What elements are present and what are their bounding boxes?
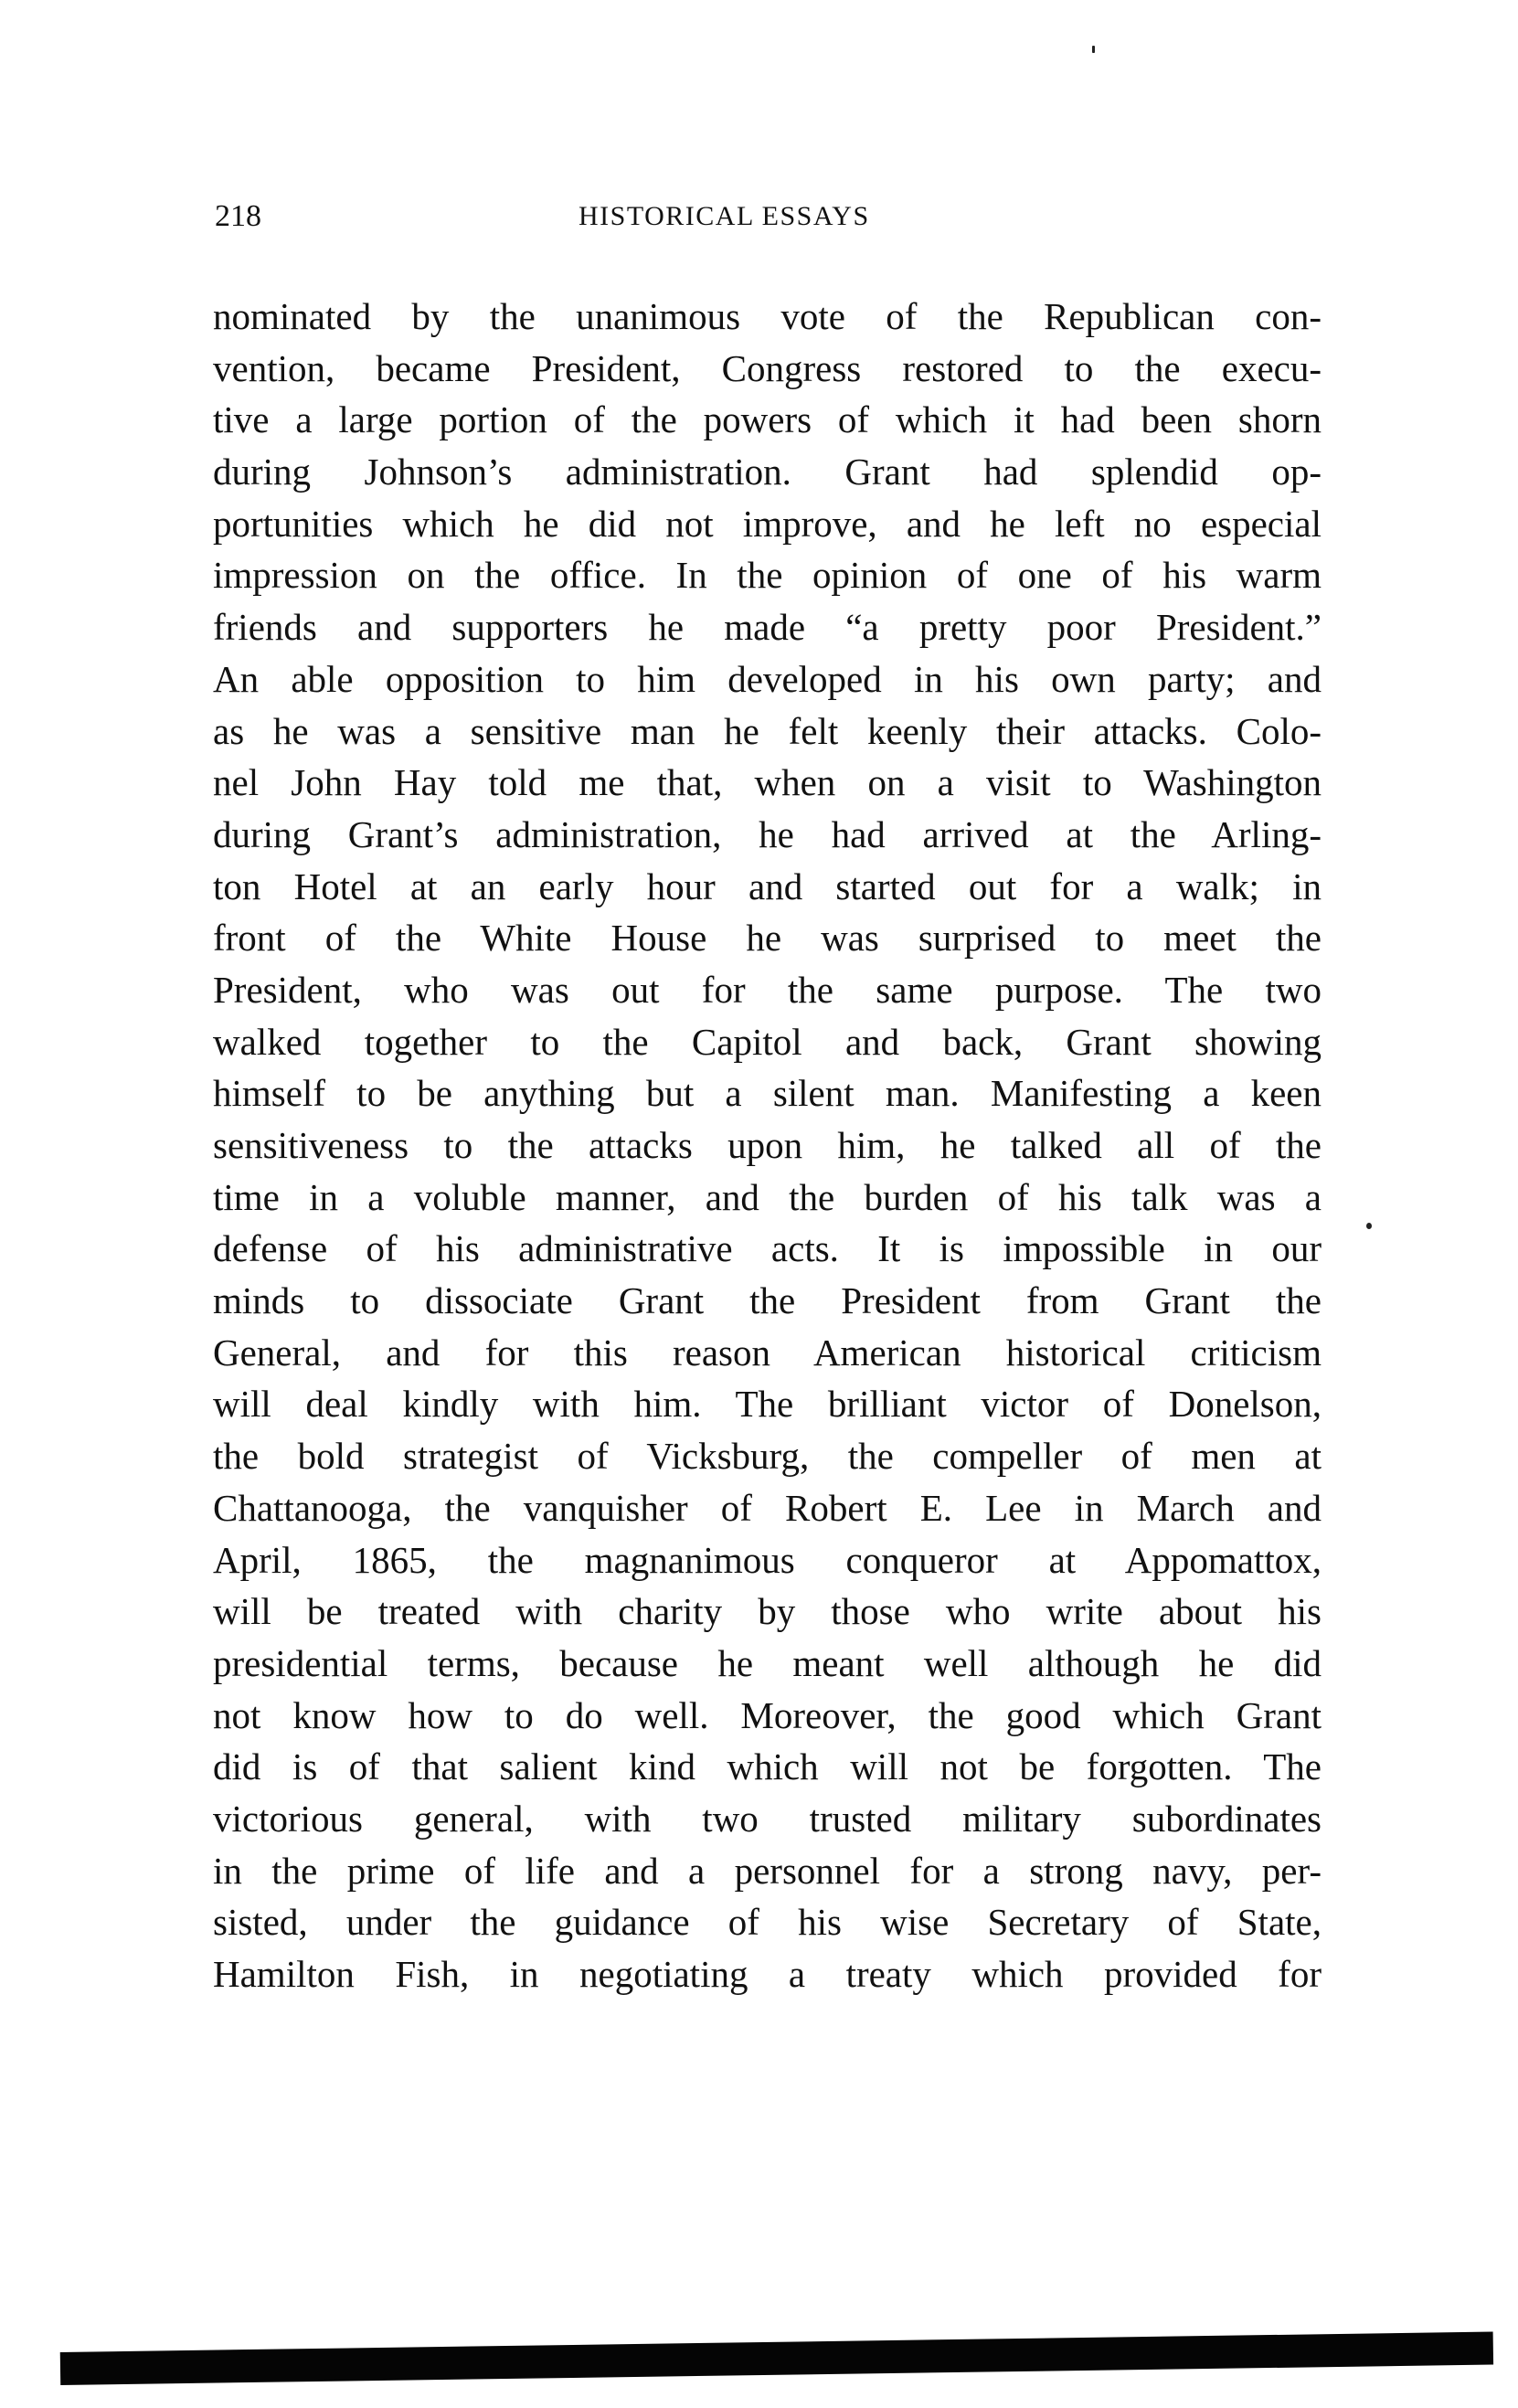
text-line-content: nel John Hay told me that, when on a visit to Washington	[213, 761, 1322, 804]
text-line	[213, 1172, 1322, 1224]
text-line-content: Hamilton Fish, in negotiating a treaty which provided for	[213, 1953, 1322, 1995]
text-line	[213, 653, 1322, 705]
text-line-content: vention, became President, Congress restored to the execu-	[213, 346, 1322, 389]
text-line	[213, 343, 1322, 395]
text-line-content: General, and for this reason American historical criticism	[213, 1331, 1322, 1374]
text-line	[213, 1275, 1322, 1327]
text-line	[213, 705, 1322, 758]
text-line	[213, 809, 1322, 861]
text-line-content: Chattanooga, the vanquisher of Robert E. Lee in March and	[213, 1486, 1322, 1529]
text-line	[213, 1845, 1322, 1897]
text-line-content: victorious general, with two trusted military subordinates	[213, 1797, 1322, 1840]
scan-speck	[1092, 46, 1095, 53]
text-line-content: nominated by the unanimous vote of the Republican con-	[213, 295, 1322, 337]
text-line	[213, 446, 1322, 498]
text-line-content: himself to be anything but a silent man. Manifesting a keen	[213, 1072, 1322, 1115]
text-line	[213, 1223, 1322, 1275]
text-line	[213, 1896, 1322, 1948]
body-text	[213, 291, 1322, 2000]
text-line-content: not know how to do well. Moreover, the good which Grant	[213, 1693, 1322, 1736]
text-line-content: front of the White House he was surprised to meet the	[213, 917, 1322, 960]
text-line	[213, 1690, 1322, 1742]
text-line	[213, 1016, 1322, 1068]
text-line-content: as he was a sensitive man he felt keenly their attacks. Colo-	[213, 709, 1322, 752]
text-line-content: walked together to the Capitol and back, Grant showing	[213, 1020, 1322, 1063]
text-line	[213, 912, 1322, 964]
text-line	[213, 549, 1322, 601]
text-line	[213, 1534, 1322, 1586]
text-line-content: the bold strategist of Vicksburg, the compeller of men at	[213, 1435, 1322, 1478]
running-head	[213, 201, 1322, 232]
text-line	[213, 964, 1322, 1016]
scan-speck	[1366, 1223, 1372, 1229]
text-line-content: in the prime of life and a personnel for a strong navy, per-	[213, 1849, 1322, 1892]
text-line-content: did is of that salient kind which will not be forgotten. The	[213, 1745, 1322, 1788]
text-line	[213, 1067, 1322, 1119]
text-line	[213, 861, 1322, 913]
text-line-content: ton Hotel at an early hour and started out for a walk; in	[213, 865, 1322, 907]
text-line	[213, 394, 1322, 446]
text-line	[213, 1948, 1322, 2000]
text-line-content: sisted, under the guidance of his wise Secretary of State,	[213, 1901, 1322, 1944]
text-line-content: minds to dissociate Grant the President from Grant the	[213, 1279, 1322, 1322]
text-line-content: An able opposition to him developed in his own party; and	[213, 657, 1322, 700]
running-title: HISTORICAL ESSAYS	[579, 201, 870, 231]
text-line	[213, 757, 1322, 809]
text-line-content: time in a voluble manner, and the burden of his talk was a	[213, 1175, 1322, 1218]
text-line-content: during Grant’s administration, he had arrived at the Arling-	[213, 812, 1322, 855]
text-line-content: presidential terms, because he meant well although he did	[213, 1641, 1322, 1684]
text-line	[213, 601, 1322, 653]
text-line	[213, 1793, 1322, 1845]
text-line-content: friends and supporters he made “a pretty poor President.”	[213, 606, 1322, 649]
text-line-content: April, 1865, the magnanimous conqueror at Appomattox,	[213, 1538, 1322, 1581]
text-line	[213, 1430, 1322, 1482]
text-line	[213, 1586, 1322, 1638]
text-line	[213, 1327, 1322, 1379]
text-line-content: will deal kindly with him. The brilliant victor of Donelson,	[213, 1383, 1322, 1426]
text-line-content: tive a large portion of the powers of which it had been shorn	[213, 398, 1322, 441]
text-line-content: sensitiveness to the attacks upon him, he talked all of the	[213, 1124, 1322, 1166]
text-line	[213, 498, 1322, 550]
text-line-content: portunities which he did not improve, and he left no especial	[213, 502, 1322, 545]
text-line-content: during Johnson’s administration. Grant had splendid op-	[213, 451, 1322, 493]
text-line-content: defense of his administrative acts. It is impossible in our	[213, 1227, 1322, 1270]
text-line	[213, 1482, 1322, 1534]
text-line	[213, 291, 1322, 343]
text-line-content: President, who was out for the same purpose. The two	[213, 968, 1322, 1011]
page-number: 218	[215, 199, 261, 233]
text-line	[213, 1638, 1322, 1690]
text-line-content: impression on the office. In the opinion of one of his warm	[213, 554, 1322, 597]
scan-edge-bar	[60, 2332, 1493, 2385]
text-line-content: will be treated with charity by those who write about his	[213, 1590, 1322, 1633]
text-line	[213, 1378, 1322, 1430]
text-line	[213, 1741, 1322, 1793]
text-line	[213, 1119, 1322, 1172]
